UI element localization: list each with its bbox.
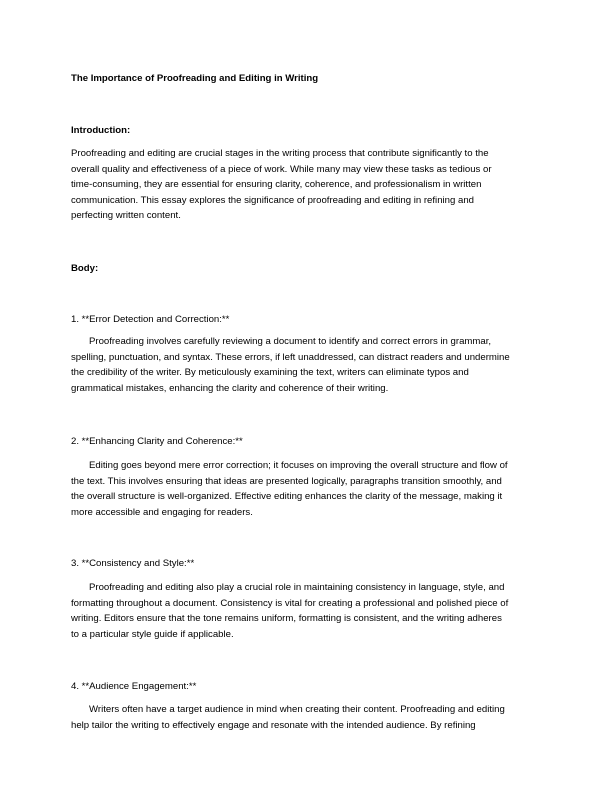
section-heading-error-detection: 1. **Error Detection and Correction:** [71,314,230,325]
section-paragraph-error-detection [71,334,541,396]
paragraph-line: the credibility of the writer. By meticulously examining the text, writers can eliminate typos and [71,367,469,378]
paragraph-line: Proofreading and editing are crucial stages in the writing process that contribute significantly to the [71,148,489,159]
section-paragraph-clarity [71,458,541,520]
introduction-heading: Introduction: [71,125,131,136]
section-paragraph-consistency [71,580,541,642]
paragraph-line: formatting throughout a document. Consistency is vital for creating a professional and polished piece of [71,597,509,609]
paragraph-line: more accessible and engaging for readers. [71,506,253,518]
paragraph-line: overall quality and effectiveness of a piece of work. While many may view these tasks as tedious or [71,163,492,175]
paragraph-line: Proofreading and editing also play a crucial role in maintaining consistency in language, style, and [89,582,505,593]
paragraph-line: writing. Editors ensure that the tone remains uniform, formatting is consistent, and the writing adheres [71,613,502,624]
paragraph-line: help tailor the writing to effectively engage and resonate with the intended audience. By refining [71,719,476,731]
paragraph-line: grammatical mistakes, enhancing the clarity and coherence of their writing. [71,382,389,394]
section-heading-audience: 4. **Audience Engagement:** [71,681,197,692]
section-heading-clarity: 2. **Enhancing Clarity and Coherence:** [71,436,243,447]
paragraph-line: the text. This involves ensuring that ideas are presented logically, paragraphs transition smoothly, and [71,475,502,487]
paragraph-line: Editing goes beyond mere error correction; it focuses on improving the overall structure and flow of [89,460,508,471]
paragraph-line: the overall structure is well-organized. Effective editing enhances the clarity of the message, making it [71,491,503,502]
paragraph-line: time-consuming, they are essential for ensuring clarity, coherence, and professionalism in written [71,179,482,190]
paragraph-line: perfecting written content. [71,210,181,221]
paragraph-line: to a particular style guide if applicable. [71,628,234,640]
document-title: The Importance of Proofreading and Editing in Writing [71,73,319,84]
paragraph-line: spelling, punctuation, and syntax. These errors, if left unaddressed, can distract readers and undermine [71,351,510,363]
section-paragraph-audience [71,702,541,733]
paragraph-line: Proofreading involves carefully reviewing a document to identify and correct errors in grammar, [89,336,492,347]
introduction-paragraph [71,146,541,224]
paragraph-line: Writers often have a target audience in mind when creating their content. Proofreading and editing [89,704,505,715]
body-heading: Body: [71,263,99,274]
paragraph-line: communication. This essay explores the significance of proofreading and editing in refining and [71,194,474,206]
section-heading-consistency: 3. **Consistency and Style:** [71,558,195,569]
